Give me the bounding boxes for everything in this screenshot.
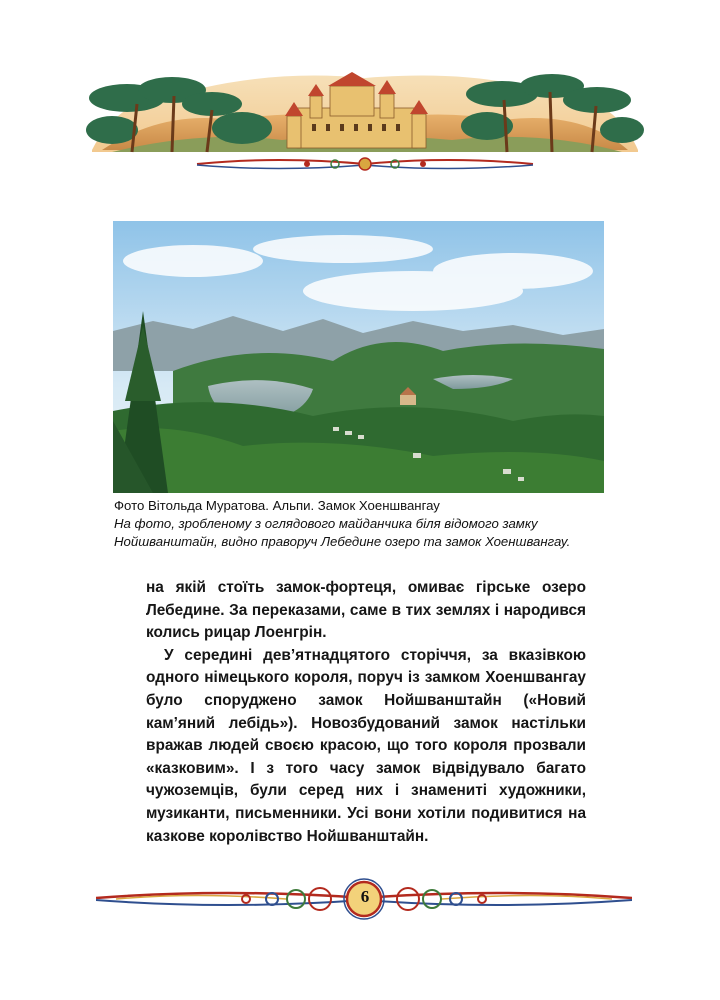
castle-landscape-illustration	[82, 60, 648, 172]
page-number: 6	[360, 887, 370, 906]
photo-credit: Фото Вітольда Муратова. Альпи. Замок Хоеншвангау	[114, 498, 440, 513]
caption-line-2: Нойшванштайн, видно праворуч Лебедине озеро та замок Хоеншвангау.	[114, 534, 571, 549]
paragraph-1: на якій стоїть замок-фортеця, омиває гірське озеро Лебедине. За переказами, саме в тих землях і народився колись рицар Лоенгрін.	[146, 579, 586, 642]
paragraph-2: У середині дев’ятнадцятого сторіччя, за вказівкою одного німецького короля, поруч із замком Хоеншвангау було споруджено замок Нойшванштайн («Новий кам’яний лебідь»). Новозбудований замок настільки вражав людей своєю красою, що того короля прозвали «казковим». І з того часу замок відвідувало багато чужоземців, були серед них і знамениті художники, музиканти, письменники. Усі вони хотіли подивитися на казкове королівство Нойшванштайн.	[146, 646, 586, 845]
alpine-lake-castle-photo	[113, 221, 604, 493]
caption-line-1: На фото, зробленому з оглядового майданчика біля відомого замку	[114, 516, 538, 531]
photo-caption	[114, 497, 614, 551]
story-body	[146, 577, 586, 848]
